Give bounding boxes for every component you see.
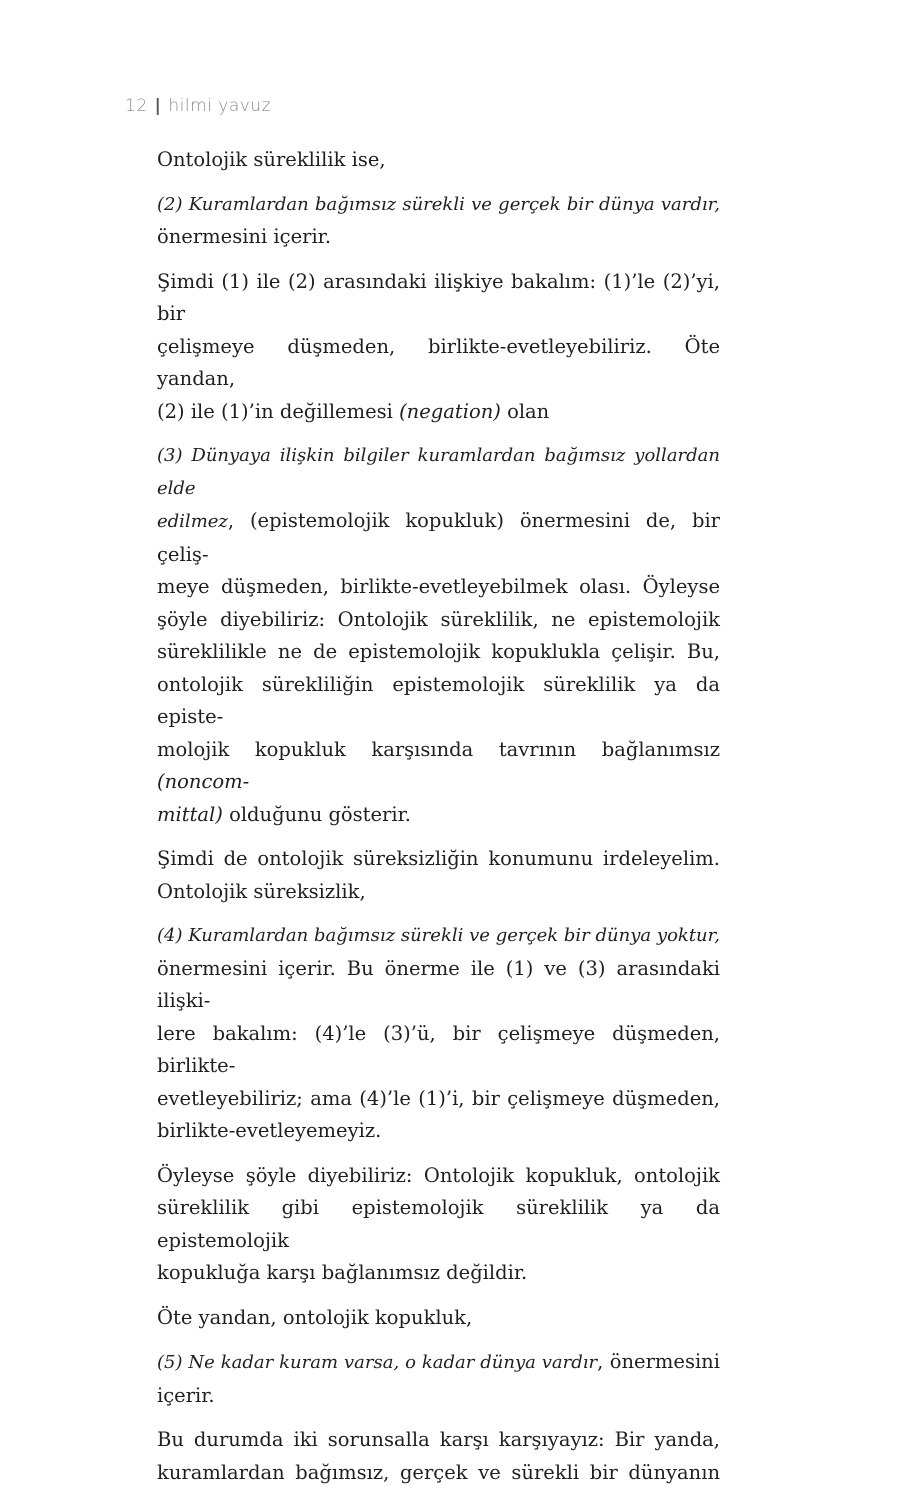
paragraph-3 — [157, 266, 720, 429]
text-line: Bu durumda iki sorunsalla karşı karşıyayız: Bir yanda, — [157, 1428, 720, 1451]
text-line: Ontolojik süreksizlik, — [157, 879, 366, 903]
text-run: (2) ile (1)’in değillemesi — [157, 399, 400, 423]
text-line: süreklilikle ne de epistemolojik kopuklukla çelişir. Bu, — [157, 640, 720, 663]
text-line — [157, 396, 720, 429]
text-line: ontolojik sürekliliğin epistemolojik süreklilik ya da episte- — [157, 672, 720, 728]
text-line: birlikte-evetleyemeyiz. — [157, 1119, 382, 1142]
text-line: Ontolojik süreklilik ise, — [157, 148, 386, 171]
text-line: çelişmeye düşmeden, birlikte-evetleyebiliriz. Öte yandan, — [157, 334, 720, 390]
text-line — [157, 505, 720, 571]
page-body — [157, 144, 720, 1501]
italic-term: mittal) — [157, 802, 223, 826]
premise-text: (4) Kuramlardan bağımsız sürekli ve gerçek bir dünya yoktur, — [157, 925, 720, 946]
paragraph-1 — [157, 144, 720, 177]
text-line — [157, 734, 720, 799]
text-run: molojik kopukluk karşısında tavrının bağlanımsız — [157, 737, 720, 761]
premise-text: edilmez — [157, 511, 228, 532]
text-line: önermesini içerir. Bu önerme ile (1) ve (3) arasındaki ilişki- — [157, 956, 720, 1012]
premise-2 — [157, 189, 720, 254]
text-line: Şimdi (1) ile (2) arasındaki ilişkiye bakalım: (1)’le (2)’yi, bir — [157, 269, 720, 325]
text-run: , (epistemolojik kopukluk) önermesini de, bir çeliş- — [157, 509, 720, 566]
text-run: , önermesini — [597, 1350, 720, 1373]
text-line: şöyle diyebiliriz: Ontolojik süreklilik, ne epistemolojik — [157, 607, 720, 631]
premise-text: (3) Dünyaya ilişkin bilgiler kuramlardan bağımsız yollardan elde — [157, 445, 720, 499]
text-line: önermesini içerir. — [157, 225, 332, 248]
author-name: hilmi yavuz — [168, 96, 272, 116]
paragraph-4 — [157, 440, 720, 831]
text-line: kopukluğa karşı bağlanımsız değildir. — [157, 1261, 528, 1284]
header-separator: | — [154, 96, 162, 116]
paragraph-5 — [157, 843, 720, 908]
text-line: kuramlardan bağımsız, gerçek ve sürekli bir dünyanın — [157, 1460, 720, 1484]
text-line: içerir. — [157, 1383, 215, 1407]
premise-5 — [157, 1346, 720, 1412]
paragraph-7 — [157, 1160, 720, 1290]
text-line: meye düşmeden, birlikte-evetleyebilmek olası. Öyleyse — [157, 575, 720, 598]
text-run: olan — [500, 399, 550, 423]
paragraph-6 — [157, 920, 720, 1148]
italic-term: (noncom- — [157, 770, 250, 793]
text-line: süreklilik gibi epistemolojik süreklilik ya da epistemolojik — [157, 1196, 720, 1252]
text-line: evetleyebiliriz; ama (4)’le (1)’i, bir çelişmeye düşmeden, — [157, 1086, 720, 1110]
running-head — [125, 96, 271, 116]
page-number: 12 — [125, 96, 148, 116]
text-line: Şimdi de ontolojik süreksizliğin konumunu irdeleyelim. — [157, 847, 720, 870]
premise-text: (2) Kuramlardan bağımsız sürekli ve gerçek bir dünya vardır, — [157, 193, 720, 215]
text-line — [157, 1346, 720, 1380]
premise-text: (5) Ne kadar kuram varsa, o kadar dünya vardır — [157, 1352, 598, 1373]
paragraph-8 — [157, 1302, 720, 1335]
paragraph-10 — [157, 1424, 720, 1489]
text-line: Öyleyse şöyle diyebiliriz: Ontolojik kopukluk, ontolojik — [157, 1163, 720, 1187]
text-run: olduğunu gösterir. — [222, 802, 411, 826]
italic-term: (negation) — [399, 399, 501, 423]
text-line — [157, 799, 720, 832]
text-line: lere bakalım: (4)’le (3)’ü, bir çelişmeye düşmeden, birlikte- — [157, 1021, 720, 1077]
text-line: Öte yandan, ontolojik kopukluk, — [157, 1305, 473, 1329]
